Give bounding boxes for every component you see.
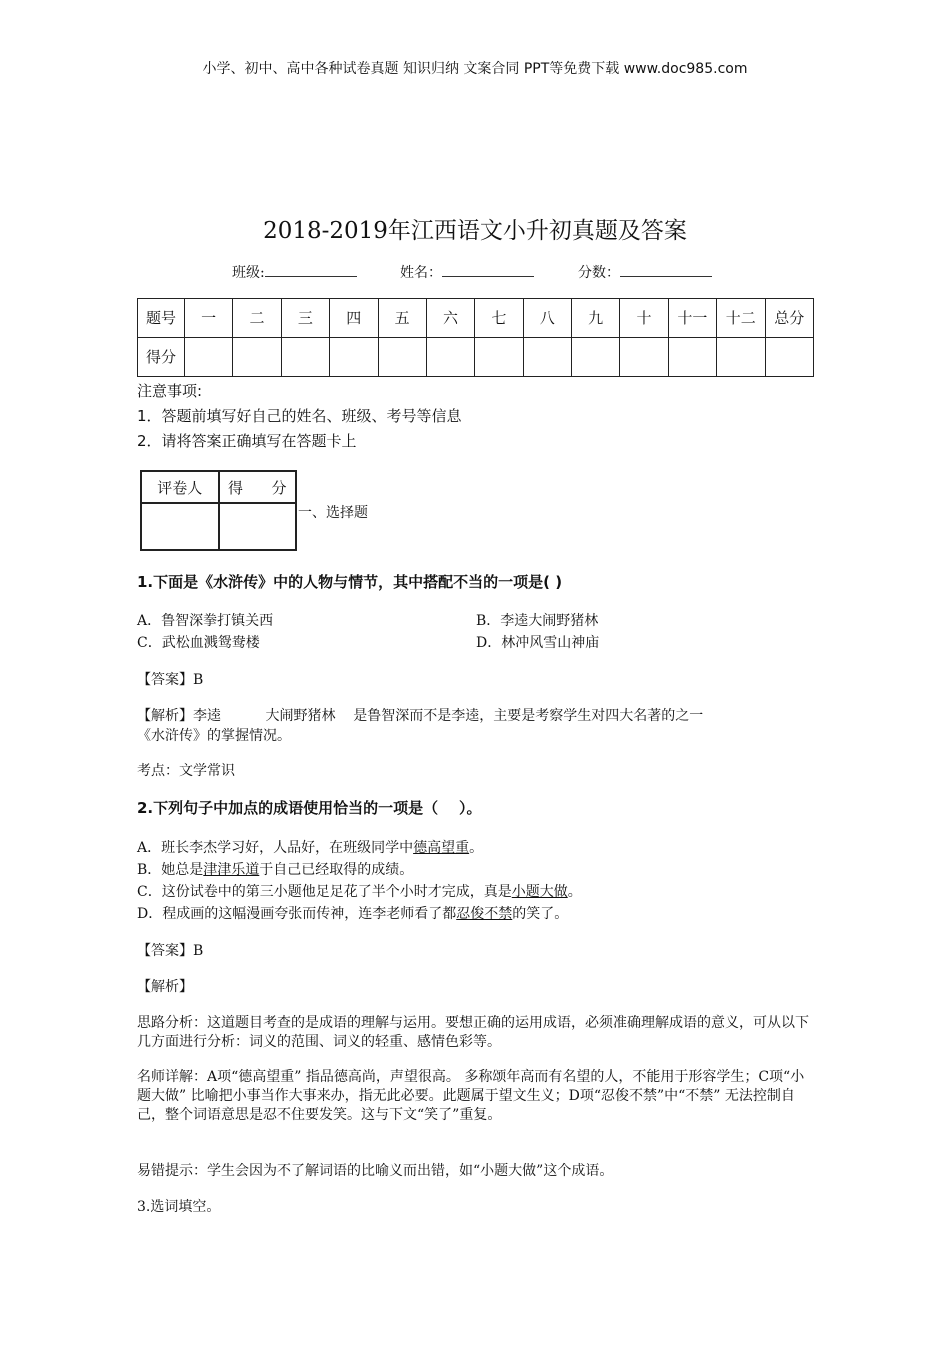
score-blank[interactable] (620, 262, 712, 277)
score-cell[interactable] (668, 338, 716, 377)
score-table-row-label: 题号 (138, 299, 185, 338)
score-table-row-label: 得分 (138, 338, 185, 377)
q2-option-b (137, 859, 413, 881)
score-table-col: 二 (233, 299, 281, 338)
option-text: 。 (469, 840, 484, 856)
option-text: 。 (567, 884, 582, 900)
score-cell[interactable] (523, 338, 571, 377)
q1-option-b: B．李逵大闹野猪林 (476, 613, 599, 629)
q2-analysis-label: 【解析】 (137, 979, 193, 995)
grader-table (140, 470, 297, 551)
q1-option-a: A．鲁智深拳打镇关西 (137, 613, 274, 629)
site-banner: 小学、初中、高中各种试卷真题 知识归纳 文案合同 PPT等免费下载 www.doc985.com (202, 61, 748, 77)
score-cell[interactable] (378, 338, 426, 377)
q1-answer: 【答案】B (137, 672, 204, 688)
score-cell[interactable] (572, 338, 620, 377)
option-text: D．程成画的这幅漫画夸张而传神，连李老师看了都 (137, 906, 457, 922)
score-table-col: 三 (281, 299, 329, 338)
score-cell[interactable] (233, 338, 281, 377)
score-table-col: 六 (426, 299, 474, 338)
score-cell[interactable] (426, 338, 474, 377)
grader-reviewer-label: 评卷人 (141, 471, 219, 503)
score-table-col: 总分 (765, 299, 814, 338)
score-table-col: 十 (620, 299, 668, 338)
score-table-col: 五 (378, 299, 426, 338)
option-text: 的笑了。 (512, 906, 569, 922)
notice-title: 注意事项: (137, 382, 203, 400)
question-1: 1.下面是《水浒传》中的人物与情节，其中搭配不当的一项是( ) (137, 573, 563, 591)
score-cell[interactable] (765, 338, 814, 377)
score-label: 分数： (578, 265, 620, 281)
score-table-col: 七 (475, 299, 523, 338)
option-text: B．她总是 (137, 862, 204, 878)
class-field (232, 262, 357, 282)
score-table (137, 298, 814, 377)
q2-option-a (137, 837, 483, 859)
score-cell[interactable] (281, 338, 329, 377)
question-2: 2.下列句子中加点的成语使用恰当的一项是（ ）。 (137, 799, 482, 817)
score-table-col: 九 (572, 299, 620, 338)
score-cell[interactable] (330, 338, 378, 377)
grader-score-label: 得 分 (219, 471, 297, 503)
score-cell[interactable] (475, 338, 523, 377)
score-table-score-row (138, 338, 814, 377)
score-table-col: 一 (185, 299, 233, 338)
score-field (578, 262, 712, 282)
score-cell[interactable] (185, 338, 233, 377)
class-label: 班级: (232, 265, 265, 281)
grader-score-cell[interactable] (219, 503, 297, 550)
q2-answer: 【答案】B (137, 943, 204, 959)
idiom: 津津乐道 (203, 862, 260, 878)
class-blank[interactable] (265, 262, 357, 277)
option-text: 于自己已经取得的成绩。 (259, 862, 414, 878)
q1-option-c: C．武松血溅鸳鸯楼 (137, 635, 260, 651)
question-3: 3.选词填空。 (137, 1199, 221, 1215)
q1-option-d: D．林冲风雪山神庙 (476, 635, 600, 651)
q1-analysis-cont: 《水浒传》的掌握情况。 (137, 728, 291, 744)
idiom: 忍俊不禁 (456, 906, 513, 922)
idiom: 小题大做 (511, 884, 568, 900)
name-field (400, 262, 534, 282)
page-title: 2018-2019年江西语文小升初真题及答案 (263, 218, 687, 244)
score-table-header-row (138, 299, 814, 338)
option-text: A．班长李杰学习好，人品好，在班级同学中 (137, 840, 414, 856)
q1-point: 考点：文学常识 (137, 763, 235, 779)
notice-item: 2．请将答案正确填写在答题卡上 (137, 432, 357, 450)
q2-option-d (137, 903, 568, 925)
score-cell[interactable] (620, 338, 668, 377)
grader-reviewer-cell[interactable] (141, 503, 219, 550)
score-table-col: 十二 (717, 299, 765, 338)
name-blank[interactable] (442, 262, 534, 277)
name-label: 姓名： (400, 265, 442, 281)
q2-analysis-tip: 易错提示：学生会因为不了解词语的比喻义而出错，如“小题大做”这个成语。 (137, 1163, 614, 1179)
notice-item: 1．答题前填写好自己的姓名、班级、考号等信息 (137, 407, 462, 425)
q2-analysis-thinking: 思路分析：这道题目考查的是成语的理解与运用。要想正确的运用成语，必须准确理解成语的意义，可从以下几方面进行分析：词义的范围、词义的轻重、感情色彩等。 (137, 1015, 809, 1050)
q2-option-c (137, 881, 582, 903)
option-text: C．这份试卷中的第三小题他足足花了半个小时才完成，真是 (137, 884, 512, 900)
score-table-col: 八 (523, 299, 571, 338)
idiom: 德高望重 (413, 840, 470, 856)
score-table-col: 四 (330, 299, 378, 338)
q1-analysis: 【解析】李逵 大闹野猪林 是鲁智深而不是李逵，主要是考察学生对四大名著的之一 (137, 708, 704, 724)
section-heading: 一、选择题 (298, 505, 368, 521)
q2-analysis-detail: 名师详解：A项“德高望重” 指品德高尚，声望很高。 多称颂年高而有名望的人，不能用于形容学生；C项“小题大做” 比喻把小事当作大事来办，指无此必要。此题属于望文生义；D项“忍俊不禁”中“不禁” 无法控制自己，整个词语意思是忍不住要发笑。这与下文“笑了”重复。 (137, 1069, 805, 1123)
score-table-col: 十一 (668, 299, 716, 338)
score-cell[interactable] (717, 338, 765, 377)
